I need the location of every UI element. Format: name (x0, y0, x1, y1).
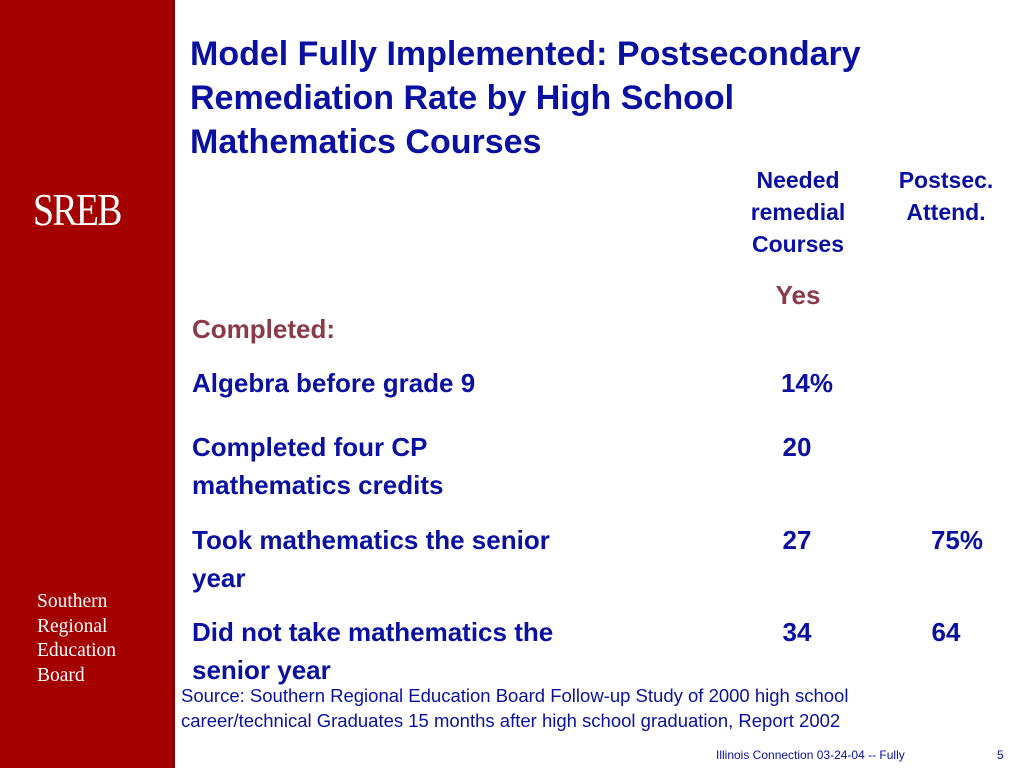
row-label-line: year (192, 563, 246, 593)
row-label-no-senior-math (192, 613, 553, 689)
value-postsec: 64 (931, 617, 961, 647)
row-label-senior-year (192, 521, 550, 597)
section-label: Completed: (192, 314, 335, 344)
header-line: Needed (756, 167, 840, 193)
page-number: 5 (997, 748, 1004, 762)
sreb-logo: SREB (33, 184, 121, 235)
source-note (181, 683, 848, 733)
header-line: Courses (751, 231, 845, 257)
org-line: Southern (37, 591, 108, 612)
header-line: Attend. (906, 199, 986, 225)
row-label-line: Took mathematics the senior (192, 525, 550, 555)
row-label-algebra (192, 364, 475, 402)
title-line: Model Fully Implemented: Postsecondary (190, 35, 861, 73)
value-needed: 20 (782, 432, 812, 462)
value-needed: 14% (780, 368, 834, 398)
org-line: Regional (37, 615, 108, 637)
source-line: career/technical Graduates 15 months after high school graduation, Report 2002 (181, 710, 841, 731)
row-label-line: Did not take mathematics the (192, 617, 554, 647)
column-header-needed-remedial (728, 164, 868, 260)
value-postsec: 75% (930, 525, 984, 555)
organization-name (37, 590, 116, 688)
footer-text: Illinois Connection 03-24-04 -- Fully (716, 748, 905, 762)
row-label-line: mathematics credits (192, 470, 444, 500)
header-line: remedial (750, 199, 846, 225)
row-label-four-cp-credits (192, 428, 443, 504)
slide-title (190, 32, 1000, 164)
column-header-postsec-attend (876, 164, 1016, 228)
title-line: Remediation Rate by High School (190, 79, 735, 117)
org-line: Education (37, 640, 117, 661)
yes-label: Yes (775, 280, 821, 310)
row-label-line: Completed four CP (192, 432, 428, 462)
value-needed: 34 (782, 617, 812, 647)
source-line: Source: Southern Regional Education Board Follow-up Study of 2000 high school (181, 685, 849, 706)
title-line: Mathematics Courses (190, 123, 542, 161)
sidebar (0, 0, 175, 768)
org-line: Board (37, 664, 85, 686)
row-label-line: Algebra before grade 9 (192, 368, 476, 398)
header-line: Postsec. (898, 167, 994, 193)
value-needed: 27 (782, 525, 812, 555)
row-label-line: senior year (192, 655, 331, 685)
